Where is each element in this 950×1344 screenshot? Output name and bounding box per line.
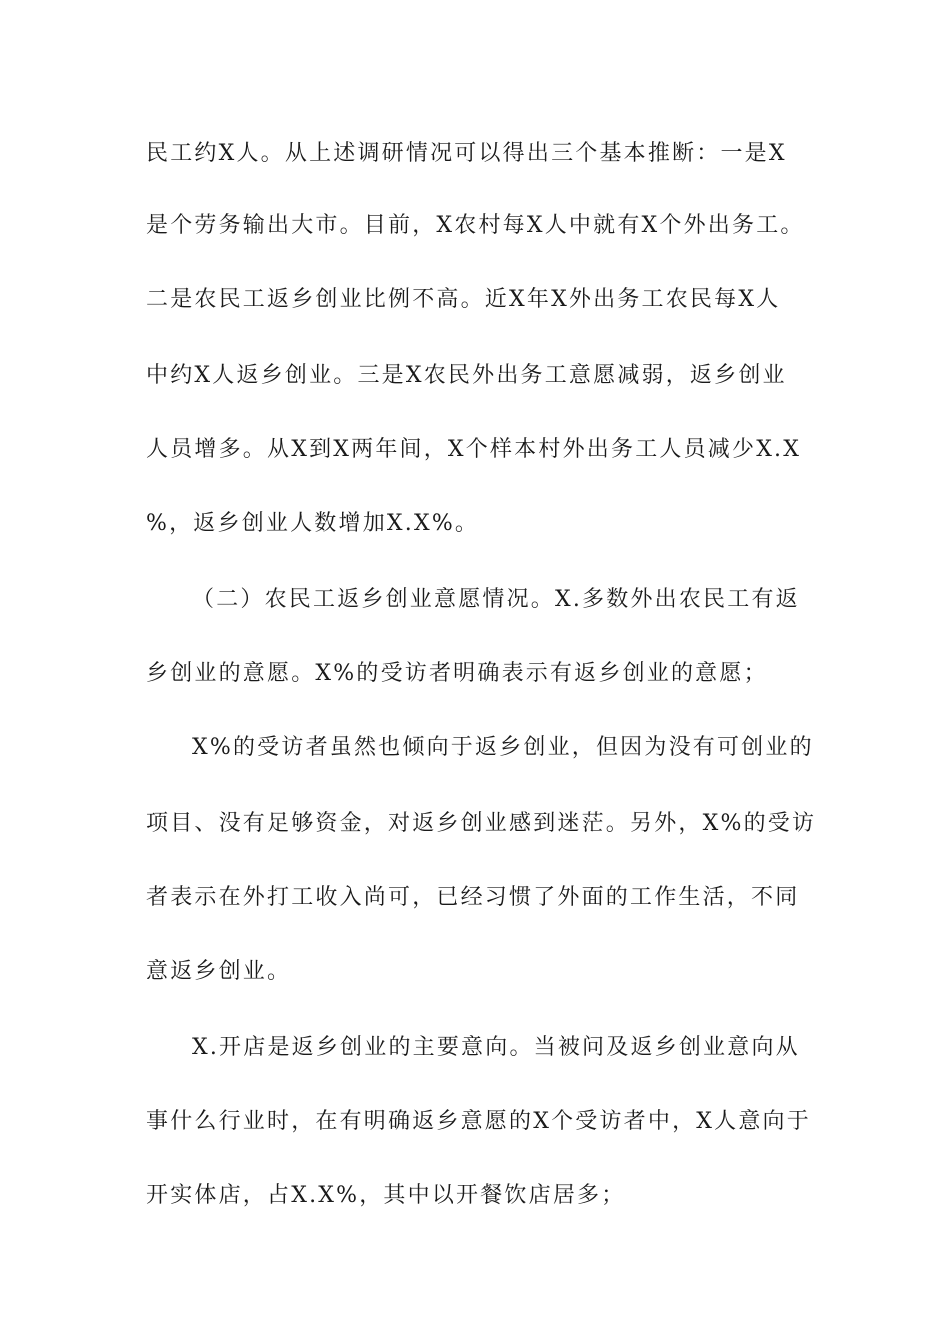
text-line: X%的受访者虽然也倾向于返乡创业，但因为没有可创业的: [192, 735, 814, 760]
text-line: 意返乡创业。: [146, 959, 292, 984]
text-line: 二是农民工返乡创业比例不高。近X年X外出务工农民每X人: [146, 287, 781, 312]
text-line: 项目、没有足够资金，对返乡创业感到迷茫。另外，X%的受访: [146, 811, 817, 836]
paragraph-heading: （二）农民工返乡创业意愿情况。X.多数外出农民工有返: [192, 587, 800, 612]
text-line: X.开店是返乡创业的主要意向。当被问及返乡创业意向从: [192, 1035, 800, 1060]
text-line: 民工约X人。从上述调研情况可以得出三个基本推断：一是X: [146, 141, 787, 166]
text-line: 是个劳务输出大市。目前，X农村每X人中就有X个外出务工。: [146, 213, 805, 238]
text-line: %，返乡创业人数增加X.X%。: [146, 511, 480, 536]
text-line: 乡创业的意愿。X%的受访者明确表示有返乡创业的意愿；: [146, 661, 768, 686]
text-line: 事什么行业时，在有明确返乡意愿的X个受访者中，X人意向于: [146, 1109, 811, 1134]
text-line: 者表示在外打工收入尚可，已经习惯了外面的工作生活，不同: [146, 885, 800, 910]
text-line: 人员增多。从X到X两年间，X个样本村外出务工人员减少X.X: [146, 437, 802, 462]
text-line: 开实体店，占X.X%，其中以开餐饮店居多；: [146, 1183, 626, 1208]
text-line: 中约X人返乡创业。三是X农民外出务工意愿减弱，返乡创业: [146, 363, 787, 388]
